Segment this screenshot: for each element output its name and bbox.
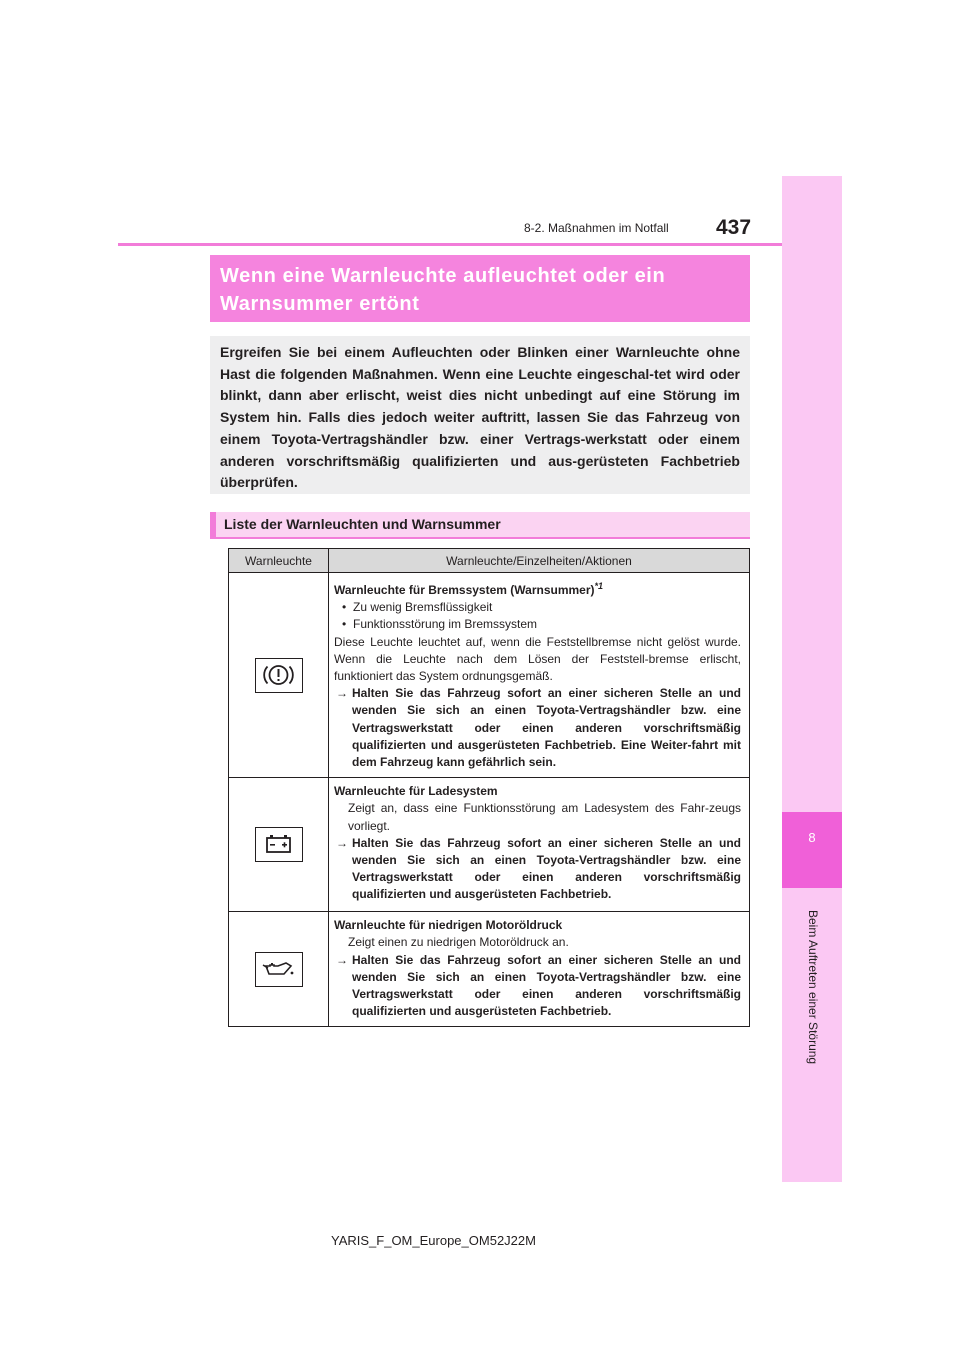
document-footer: YARIS_F_OM_Europe_OM52J22M xyxy=(331,1233,536,1248)
chapter-number-block xyxy=(782,812,842,888)
row-title-text: Warnleuchte für Bremssystem (Warnsummer) xyxy=(334,583,595,597)
row-description: Zeigt einen zu niedrigen Motoröldruck an. xyxy=(348,935,569,950)
header-rule xyxy=(118,243,782,246)
subsection-header xyxy=(210,512,750,538)
chapter-number: 8 xyxy=(808,830,816,845)
row-action xyxy=(334,952,741,1021)
subsection-rule xyxy=(210,537,750,539)
section-title-box xyxy=(210,255,750,322)
brake-warning-icon xyxy=(255,658,303,693)
row-action xyxy=(334,835,741,904)
battery-charge-icon xyxy=(255,827,303,862)
section-title: Wenn eine Warnleuchte aufleuchtet oder ein Warnsummer ertönt xyxy=(220,265,666,315)
table-row xyxy=(229,912,750,1027)
arrow-icon: → xyxy=(336,835,348,850)
chapter-label-text: Beim Auftreten einer Störung xyxy=(806,910,820,1065)
row-title xyxy=(334,578,741,599)
arrow-icon: → xyxy=(336,686,348,701)
column-header-details: Warnleuchte/Einzelheiten/Aktionen xyxy=(329,549,750,573)
chapter-label xyxy=(800,910,824,1160)
row-action xyxy=(334,685,741,771)
intro-text: Ergreifen Sie bei einem Aufleuchten oder Blinken einer Warnleuchte ohne Hast die folgenden Maßnahmen. Wenn eine Leuchte eingeschal-tet wird oder blinkt, dann aber erlischt, weist dies nicht unbedingt auf eine Störung im System hin. Falls dies jedoch weiter auftritt, lassen Sie das Fahrzeug von einem Toyota-Vertragshändler bzw. einer Vertrags-werkstatt oder einem anderen vorschriftsmäßig qualifizierten und aus-gerüsteten Fachbetrieb überprüfen. xyxy=(220,344,740,491)
table-header-row xyxy=(229,549,750,573)
row-title: Warnleuchte für niedrigen Motoröldruck xyxy=(334,918,563,933)
running-header: 8-2. Maßnahmen im Notfall xyxy=(524,221,669,235)
subsection-title: Liste der Warnleuchten und Warnsummer xyxy=(224,516,501,532)
intro-box xyxy=(210,336,750,494)
icon-cell xyxy=(229,912,329,1027)
row-action-text: Halten Sie das Fahrzeug sofort an einer sicheren Stelle an und wenden Sie sich an einen Toyota-Vertragshändler bzw. eine Vertragswerkstatt oder einen anderen vorschriftsmäßig qualifizierten und ausgerüsteten Fachbetrieb. xyxy=(352,952,741,1019)
row-note: Diese Leuchte leuchtet auf, wenn die Feststellbremse nicht gelöst wurde. Wenn die Leuchte nach dem Lösen der Feststell-bremse erlischt, funktioniert das System ordnungsgemäß. xyxy=(334,634,741,684)
description-cell xyxy=(329,573,750,778)
list-item: • Zu wenig Bremsflüssigkeit xyxy=(342,599,741,616)
row-action-text: Halten Sie das Fahrzeug sofort an einer sicheren Stelle an und wenden Sie sich an einen Toyota-Vertragshändler bzw. eine Vertragswerkstatt oder einen anderen vorschriftsmäßig qualifizierten und ausgerüsteten Fachbetrieb. Eine Weiter-fahrt mit dem Fahrzeug kann gefährlich sein. xyxy=(352,686,741,770)
bullet-list xyxy=(334,599,741,633)
description-cell xyxy=(329,912,750,1027)
footnote-marker: *1 xyxy=(594,581,604,591)
list-item: • Funktionsstörung im Bremssystem xyxy=(342,616,741,633)
row-title: Warnleuchte für Ladesystem xyxy=(334,784,498,799)
oil-pressure-icon xyxy=(255,952,303,987)
table-row xyxy=(229,778,750,912)
column-header-light: Warnleuchte xyxy=(229,549,329,573)
description-cell xyxy=(329,778,750,912)
row-action-text: Halten Sie das Fahrzeug sofort an einer sicheren Stelle an und wenden Sie sich an einen Toyota-Vertragshändler bzw. eine Vertragswerkstatt oder einen anderen vorschriftsmäßig qualifizierten und ausgerüsteten Fachbetrieb. xyxy=(352,835,741,902)
icon-cell xyxy=(229,778,329,912)
row-description: Zeigt an, dass eine Funktionsstörung am Ladesystem des Fahr-zeugs vorliegt. xyxy=(348,801,741,833)
page-number: 437 xyxy=(716,216,752,239)
warning-light-table xyxy=(228,548,750,1027)
table-row xyxy=(229,573,750,778)
arrow-icon: → xyxy=(336,952,348,967)
icon-cell xyxy=(229,573,329,778)
